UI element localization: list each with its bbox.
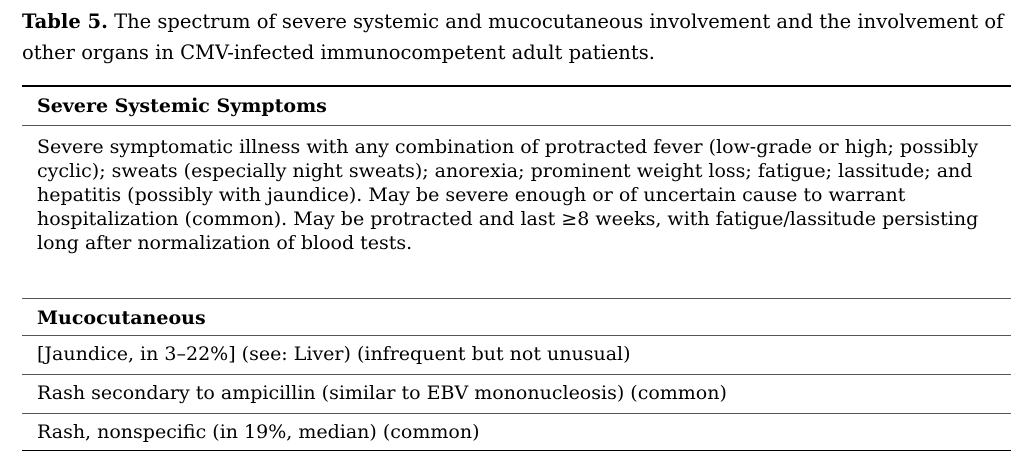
section-heading-severe-systemic: Severe Systemic Symptoms	[37, 95, 327, 117]
section-heading-mucocutaneous: Mucocutaneous	[37, 307, 206, 329]
table-row: Rash secondary to ampicillin (similar to EBV mononucleosis) (common)	[37, 382, 727, 404]
section-body-severe-systemic: Severe symptomatic illness with any combination of protracted fever (low-grade or high; possibly cyclic); sweats (especially night sweats); anorexia; prominent weight loss; fatigue; lassitude; and hepatitis (possibly with jaundice). May be severe enough or of uncertain cause to warrant hospitalization (common). May be protracted and last ≥8 weeks, with fatigue/lassitude persisting long after normalization of blood tests.	[37, 136, 979, 254]
table-caption	[22, 6, 1017, 68]
caption-label: Table 5.	[22, 10, 108, 33]
table-row: [Jaundice, in 3–22%] (see: Liver) (infrequent but not unusual)	[37, 343, 631, 365]
table-bottom-rule	[22, 450, 1011, 451]
symptoms-table	[22, 85, 1011, 451]
caption-text: The spectrum of severe systemic and mucocutaneous involvement and the involvement of other organs in CMV-infected immunocompetent adult patients.	[22, 10, 1004, 64]
table-row: Rash, nonspecific (in 19%, median) (common)	[37, 421, 480, 443]
